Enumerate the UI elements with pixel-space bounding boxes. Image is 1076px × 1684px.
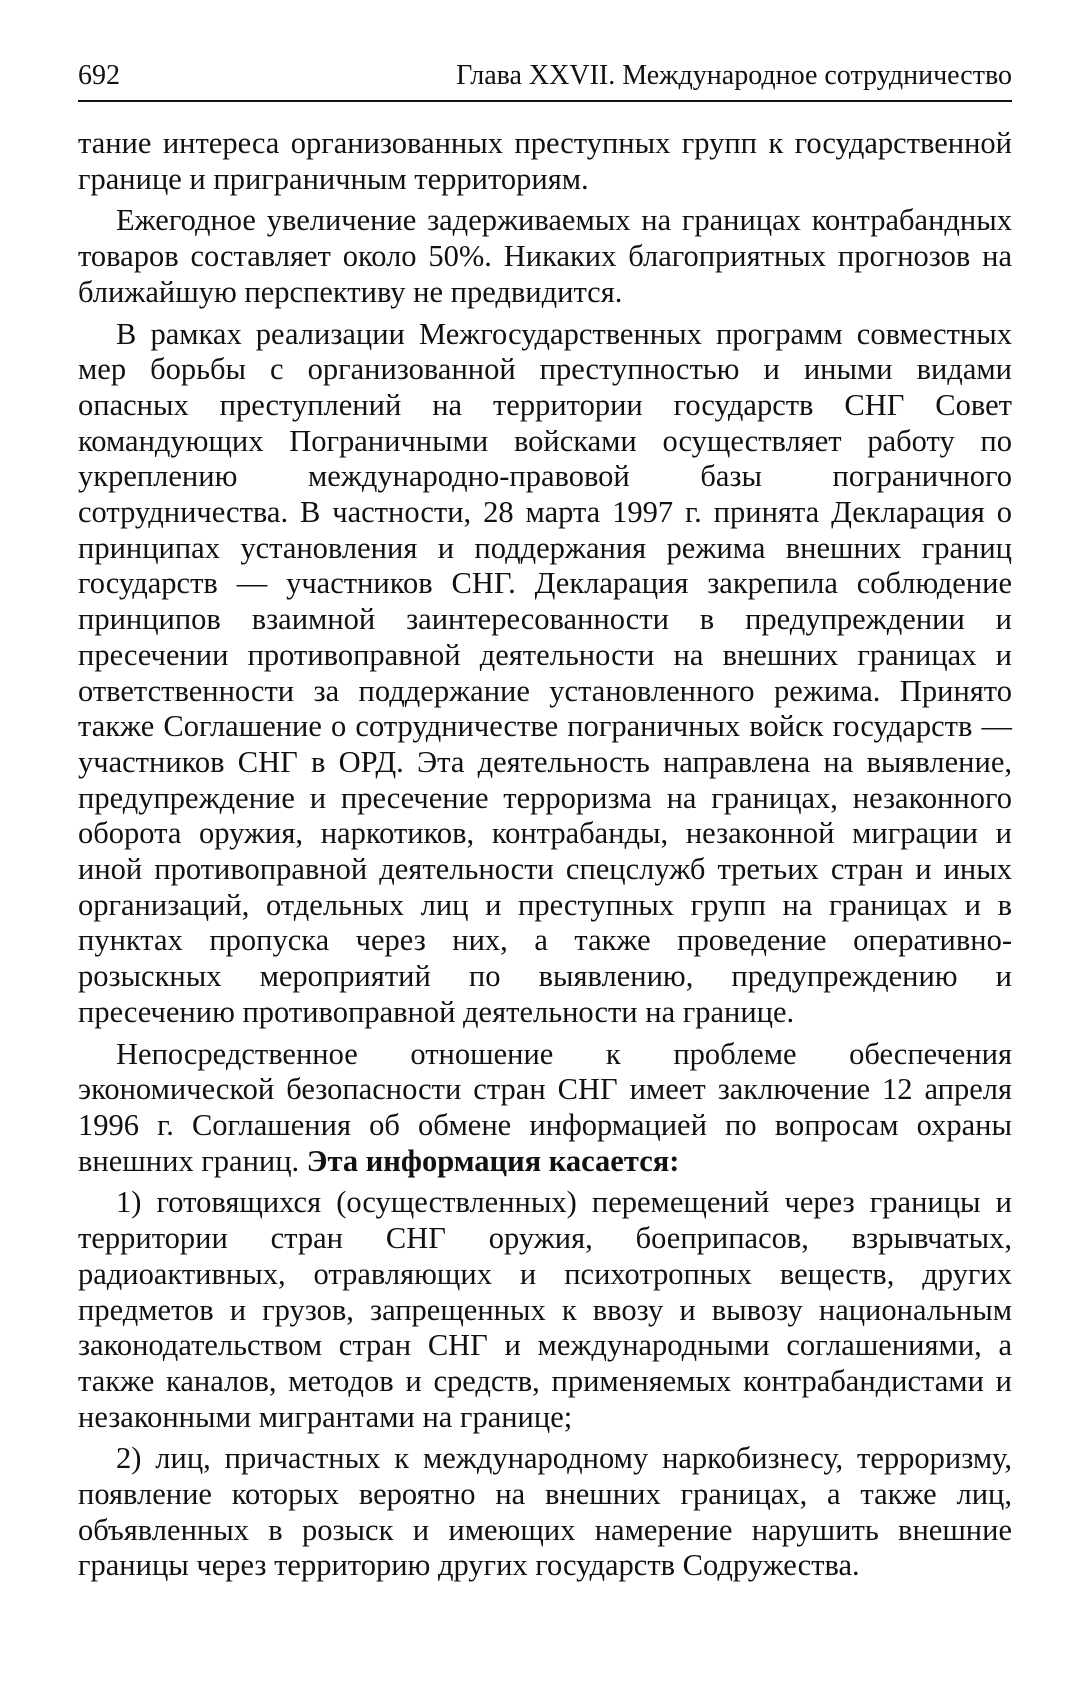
list-item bbox=[78, 1441, 1012, 1584]
list-item-text: 1) готовящихся (осуществленных) перемещений через границы и территории стран СНГ оружия, боеприпасов, взрывчатых, радиоактивных, отравляющих и психотропных веществ, других предметов и грузов, запрещенных к ввозу и вывозу национальным законодательством стран СНГ и международными соглашениями, а также каналов, методов и средств, применяемых контрабандистами и незаконными мигрантами на границе; bbox=[78, 1185, 1012, 1434]
paragraph bbox=[78, 203, 1012, 310]
paragraph-text: Ежегодное увеличение задерживаемых на границах контрабандных товаров составляет около 50%. Никаких благоприятных прогнозов на ближайшую перспективу не предвидится. bbox=[78, 203, 1012, 309]
paragraph bbox=[78, 1037, 1012, 1180]
running-head bbox=[78, 58, 1012, 102]
paragraph bbox=[78, 126, 1012, 197]
body-text bbox=[78, 126, 1012, 1584]
book-page bbox=[78, 58, 1012, 1590]
paragraph bbox=[78, 317, 1012, 1031]
chapter-title: Глава XXVII. Международное сотрудничество bbox=[456, 60, 1012, 91]
paragraph-text: Непосредственное отношение к проблеме обеспечения экономической безопасности стран СНГ имеет заключение 12 апреля 1996 г. Соглашения об обмене информацией по вопросам охраны внешних границ. bbox=[78, 1036, 1012, 1178]
list-item bbox=[78, 1185, 1012, 1435]
paragraph-text: В рамках реализации Межгосударственных программ совместных мер борьбы с организованной преступностью и иными видами опасных преступлений на территории государств СНГ Совет командующих Пограничными войсками осуществляет работу по укреплению международно-правовой базы пограничного сотрудничества. В частности, 28 марта 1997 г. принята Декларация о принципах установления и поддержания режима внешних границ государств — участников СНГ. Декларация закрепила соблюдение принципов взаимной заинтересованности в предупреждении и пресечении противоправной деятельности на внешних границах и ответственности за поддержание установленного режима. Принято также Соглашение о сотрудничестве пограничных войск государств — участников СНГ в ОРД. Эта деятельность направлена на выявление, предупреждение и пресечение терроризма на границах, незаконного оборота оружия, наркотиков, контрабанды, незаконной миграции и иной противоправной деятельности спецслужб третьих стран и иных организаций, отдельных лиц и преступных групп на границах и в пунктах пропуска через них, а также проведение оперативно-розыскных мероприятий по выявлению, предупреждению и пресечению противоправной деятельности на границе. bbox=[78, 316, 1012, 1029]
bold-lead-in: Эта информация касается: bbox=[306, 1143, 680, 1178]
paragraph-text: тание интереса организованных преступных групп к государственной границе и приграничным территориям. bbox=[78, 126, 1012, 196]
page-number: 692 bbox=[78, 60, 120, 91]
list-item-text: 2) лиц, причастных к международному наркобизнесу, терроризму, появление которых вероятно на внешних границах, а также лиц, объявленных в розыск и имеющих намерение нарушить внешние границы через территорию других государств Содружества. bbox=[78, 1441, 1012, 1583]
